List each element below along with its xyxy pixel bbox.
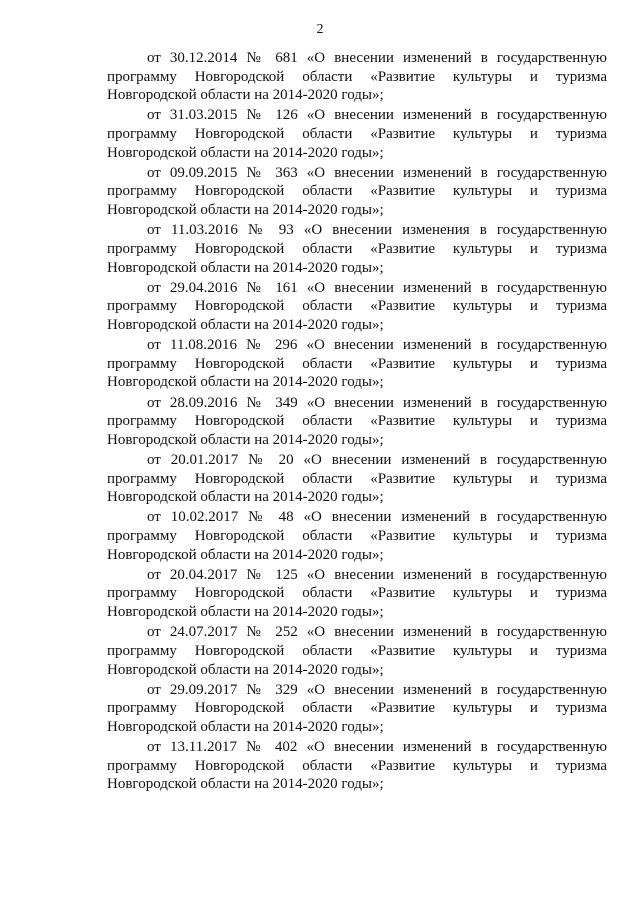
list-item [107,451,607,507]
entry-line: программу Новгородской области «Развитие культуры и туризма [107,298,607,315]
entry-line: от 31.03.2015 № 126 «О внесении изменений в государственную [147,107,607,124]
entry-line: Новгородской области на 2014-2020 годы»; [107,776,384,793]
entry-line: от 13.11.2017 № 402 «О внесении изменений в государственную [147,739,607,756]
entry-line: программу Новгородской области «Развитие культуры и туризма [107,700,607,717]
entry-line: Новгородской области на 2014-2020 годы»; [107,604,384,621]
entry-line: Новгородской области на 2014-2020 годы»; [107,316,384,333]
list-item [107,336,607,392]
list-item [107,508,607,564]
entry-line: от 09.09.2015 № 363 «О внесении изменений в государственную [147,164,607,181]
list-item [107,738,607,794]
list-item [107,164,607,220]
entry-line: от 11.03.2016 № 93 «О внесении изменения в государственную [147,222,607,239]
entry-line: программу Новгородской области «Развитие культуры и туризма [107,585,607,602]
entry-line: Новгородской области на 2014-2020 годы»; [107,431,384,448]
list-item [107,394,607,450]
entry-line: Новгородской области на 2014-2020 годы»; [107,661,384,678]
entry-line: от 24.07.2017 № 252 «О внесении изменений в государственную [147,624,607,641]
list-item [107,279,607,335]
entry-line: программу Новгородской области «Развитие культуры и туризма [107,642,607,659]
entry-line: от 29.09.2017 № 329 «О внесении изменений в государственную [147,681,607,698]
entry-line: от 11.08.2016 № 296 «О внесении изменений в государственную [147,337,607,354]
entry-line: Новгородской области на 2014-2020 годы»; [107,202,384,219]
entry-line: от 30.12.2014 № 681 «О внесении изменений в государственную [147,50,607,66]
entry-line: программу Новгородской области «Развитие культуры и туризма [107,68,607,85]
entry-line: от 20.04.2017 № 125 «О внесении изменений в государственную [147,566,607,583]
document-body [107,49,607,795]
entry-line: программу Новгородской области «Развитие культуры и туризма [107,126,607,143]
entry-line: программу Новгородской области «Развитие культуры и туризма [107,355,607,372]
entry-line: программу Новгородской области «Развитие культуры и туризма [107,413,607,430]
list-item [107,566,607,622]
entry-line: от 28.09.2016 № 349 «О внесении изменений в государственную [147,394,607,411]
entry-line: программу Новгородской области «Развитие культуры и туризма [107,528,607,545]
entry-line: программу Новгородской области «Развитие культуры и туризма [107,757,607,774]
entry-line: от 29.04.2016 № 161 «О внесении изменений в государственную [147,279,607,296]
entry-line: программу Новгородской области «Развитие культуры и туризма [107,240,607,257]
page-number: 2 [316,22,324,37]
entry-line: программу Новгородской области «Развитие культуры и туризма [107,470,607,487]
entry-line: программу Новгородской области «Развитие культуры и туризма [107,183,607,200]
entry-line: Новгородской области на 2014-2020 годы»; [107,259,384,276]
list-item [107,623,607,679]
entry-line: Новгородской области на 2014-2020 годы»; [107,87,384,104]
entry-line: Новгородской области на 2014-2020 годы»; [107,546,384,563]
entry-line: Новгородской области на 2014-2020 годы»; [107,489,384,506]
list-item [107,106,607,162]
list-item [107,221,607,277]
entry-line: Новгородской области на 2014-2020 годы»; [107,374,384,391]
list-item [107,681,607,737]
entry-line: от 20.01.2017 № 20 «О внесении изменений в государственную [147,451,607,468]
entry-line: Новгородской области на 2014-2020 годы»; [107,718,384,735]
entry-line: от 10.02.2017 № 48 «О внесении изменений в государственную [147,509,607,526]
list-item [107,49,607,105]
entry-line: Новгородской области на 2014-2020 годы»; [107,144,384,161]
